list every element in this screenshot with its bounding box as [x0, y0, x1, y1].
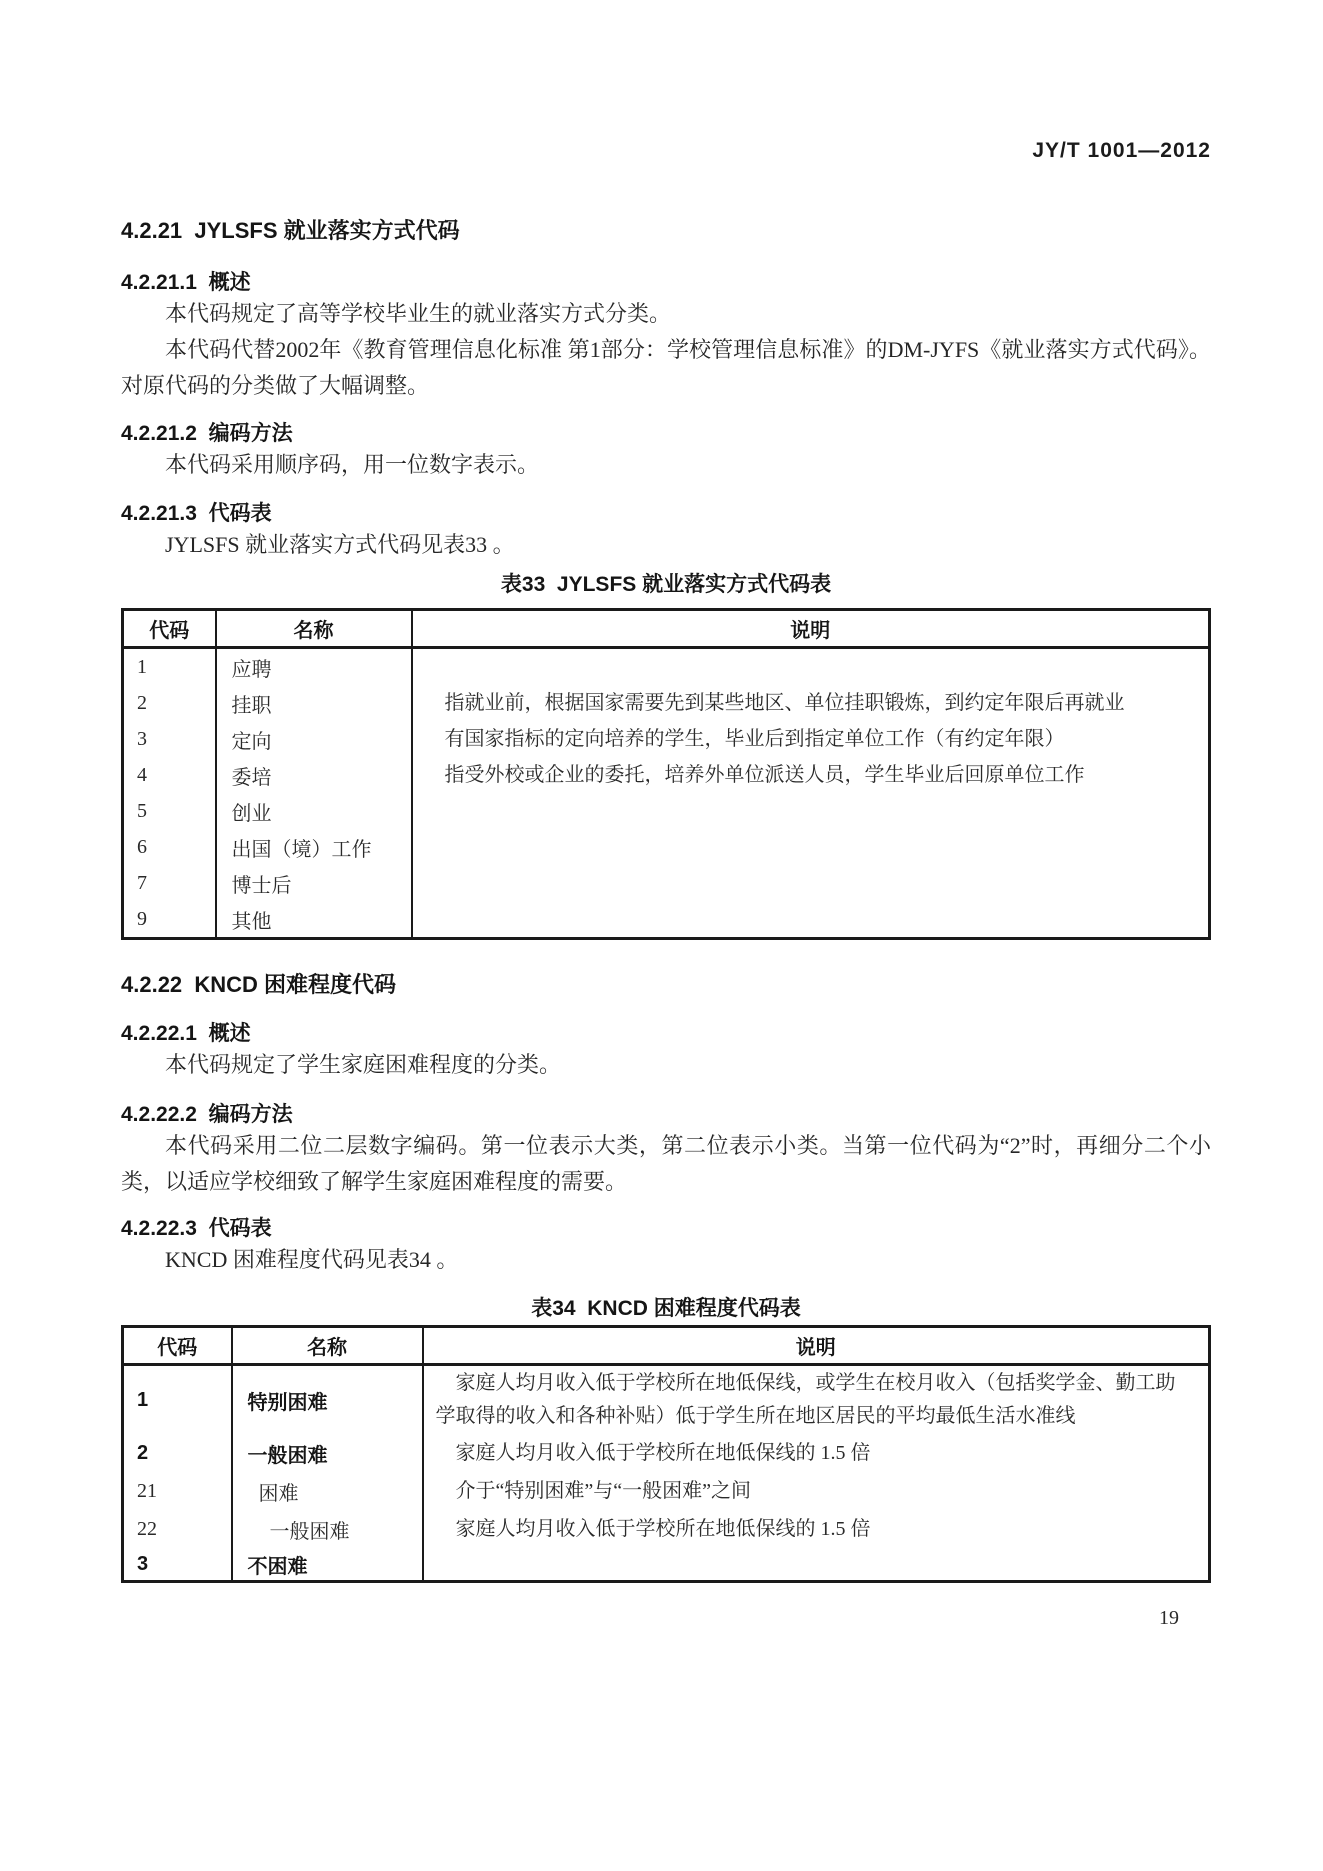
cell-desc: 指就业前，根据国家需要先到某些地区、单位挂职锻炼，到约定年限后再就业: [444, 691, 1125, 714]
doc-number: JY/T 1001—2012: [1032, 139, 1211, 162]
paragraph: 本代码代替2002年《教育管理信息化标准 第1部分：学校管理信息标准》的DM-JYFS《就业落实方式代码》。对原代码的分类做了大幅调整。: [121, 337, 1211, 398]
cell-code: 2: [123, 685, 216, 721]
cell-desc: [412, 829, 1210, 865]
cell-code: 22: [123, 1510, 232, 1548]
cell-code: 21: [123, 1472, 232, 1510]
cell-code: 7: [123, 865, 216, 901]
paragraph: 本代码规定了高等学校毕业生的就业落实方式分类。: [165, 301, 672, 326]
paragraph: KNCD 困难程度代码见表34 。: [165, 1247, 459, 1272]
table-row: [123, 1510, 1210, 1548]
table-row: [123, 721, 1210, 757]
cell-name: 其他: [216, 901, 412, 939]
cell-name: 委培: [216, 757, 412, 793]
table-row: [123, 1434, 1210, 1472]
cell-name: 创业: [216, 793, 412, 829]
cell-desc: 家庭人均月收入低于学校所在地低保线，或学生在校月收入（包括奖学金、勤工助学取得的收入和各种补贴）低于学生所在地区居民的平均最低生活水准线: [435, 1372, 1176, 1427]
cell-name: 应聘: [216, 648, 412, 686]
cell-name: 挂职: [216, 685, 412, 721]
subsection-heading-4-2-22-1: 4.2.22.1 概述: [121, 1022, 251, 1045]
cell-desc: 家庭人均月收入低于学校所在地低保线的 1.5 倍: [455, 1441, 871, 1464]
subsection-heading-4-2-22-3: 4.2.22.3 代码表: [121, 1217, 272, 1240]
table-row: [123, 1472, 1210, 1510]
cell-name: 特别困难: [232, 1365, 423, 1435]
column-header-name: 名称: [216, 610, 412, 648]
page-number: 19: [1159, 1607, 1179, 1629]
table33-header-row: [123, 610, 1210, 648]
table-row: [123, 1365, 1210, 1435]
table34: [121, 1325, 1211, 1583]
cell-desc: 介于“特别困难”与“一般困难”之间: [455, 1479, 752, 1502]
cell-name: 一般困难: [232, 1434, 423, 1472]
cell-code: 6: [123, 829, 216, 865]
column-header-name: 名称: [232, 1327, 423, 1365]
cell-desc: 有国家指标的定向培养的学生，毕业后到指定单位工作（有约定年限）: [444, 727, 1065, 750]
cell-name: 出国（境）工作: [216, 829, 412, 865]
cell-desc: [412, 793, 1210, 829]
table-row: [123, 1548, 1210, 1582]
cell-desc: [412, 648, 1210, 686]
subsection-heading-4-2-21-1: 4.2.21.1 概述: [121, 271, 251, 294]
cell-code: 5: [123, 793, 216, 829]
table-row: [123, 648, 1210, 686]
column-header-desc: 说明: [423, 1327, 1210, 1365]
cell-code: 2: [123, 1434, 232, 1472]
cell-code: 9: [123, 901, 216, 939]
cell-desc: 家庭人均月收入低于学校所在地低保线的 1.5 倍: [455, 1517, 871, 1540]
cell-code: 3: [123, 721, 216, 757]
paragraph: 本代码采用二位二层数字编码。第一位表示大类，第二位表示小类。当第一位代码为“2”时，再细分二个小类，以适应学校细致了解学生家庭困难程度的需要。: [121, 1133, 1211, 1194]
column-header-desc: 说明: [412, 610, 1210, 648]
table33: [121, 608, 1211, 940]
cell-name: 不困难: [232, 1548, 423, 1582]
cell-code: 1: [123, 648, 216, 686]
cell-desc: [412, 901, 1210, 939]
subsection-heading-4-2-21-2: 4.2.21.2 编码方法: [121, 422, 293, 445]
subsection-heading-4-2-21-3: 4.2.21.3 代码表: [121, 502, 272, 525]
cell-name: 博士后: [216, 865, 412, 901]
paragraph: 本代码采用顺序码，用一位数字表示。: [165, 452, 540, 477]
cell-desc: [412, 865, 1210, 901]
column-header-code: 代码: [123, 1327, 232, 1365]
paragraph: 本代码规定了学生家庭困难程度的分类。: [165, 1052, 562, 1077]
table-row: [123, 901, 1210, 939]
cell-code: 1: [123, 1365, 232, 1435]
cell-desc: [423, 1548, 1210, 1582]
cell-name: 困难: [232, 1472, 423, 1510]
table-row: [123, 685, 1210, 721]
paragraph: JYLSFS 就业落实方式代码见表33 。: [165, 532, 515, 557]
cell-code: 4: [123, 757, 216, 793]
column-header-code: 代码: [123, 610, 216, 648]
table-row: [123, 829, 1210, 865]
table34-caption: 表34 KNCD 困难程度代码表: [531, 1297, 801, 1320]
table33-caption: 表33 JYLSFS 就业落实方式代码表: [500, 573, 832, 596]
section-heading-4-2-21: 4.2.21 JYLSFS 就业落实方式代码: [121, 218, 460, 243]
subsection-heading-4-2-22-2: 4.2.22.2 编码方法: [121, 1103, 293, 1126]
table-row: [123, 793, 1210, 829]
cell-name: 一般困难: [232, 1510, 423, 1548]
table34-header-row: [123, 1327, 1210, 1365]
cell-code: 3: [123, 1548, 232, 1582]
table-row: [123, 757, 1210, 793]
section-heading-4-2-22: 4.2.22 KNCD 困难程度代码: [121, 972, 397, 997]
cell-name: 定向: [216, 721, 412, 757]
table-row: [123, 865, 1210, 901]
cell-desc: 指受外校或企业的委托，培养外单位派送人员，学生毕业后回原单位工作: [444, 763, 1085, 786]
